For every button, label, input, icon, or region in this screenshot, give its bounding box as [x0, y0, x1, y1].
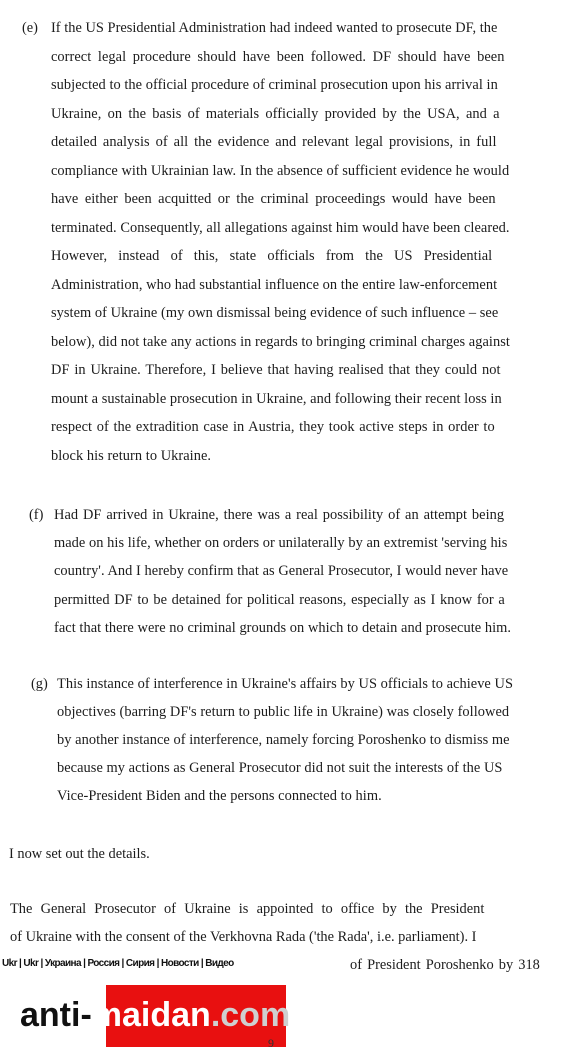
paragraph-line: objectives (barring DF's return to public life in Ukraine) was closely followed: [57, 704, 510, 720]
paragraph-line: block his return to Ukraine.: [51, 448, 212, 464]
paragraph-line: correct legal procedure should have been followed. DF should have been: [51, 49, 505, 65]
paragraph-line: mount a sustainable prosecution in Ukraine, and following their recent loss in: [51, 391, 502, 407]
paragraph-line: Ukraine, on the basis of materials officially provided by the USA, and a: [51, 106, 500, 122]
anti-maidan-watermark-logo: [20, 985, 360, 1047]
watermark-nav-strip: Ukr | Ukr | Украина | Россия | Сирия | Новости | Видео: [2, 958, 234, 969]
paragraph-line: compliance with Ukrainian law. In the absence of sufficient evidence he would: [51, 163, 510, 179]
logo-text: [20, 995, 290, 1035]
paragraph-line: The General Prosecutor of Ukraine is appointed to office by the President: [10, 901, 485, 917]
paragraph-line: because my actions as General Prosecutor did not suit the interests of the US: [57, 760, 503, 776]
paragraph-line: country'. And I hereby confirm that as General Prosecutor, I would never have: [54, 563, 509, 579]
paragraph-line: of President Poroshenko by 318: [350, 957, 540, 973]
paragraph-line: subjected to the official procedure of criminal prosecution upon his arrival in: [51, 77, 498, 93]
page-number: 9: [268, 1036, 274, 1050]
intro-sentence: I now set out the details.: [9, 846, 150, 862]
paragraph-line: made on his life, whether on orders or unilaterally by an extremist 'serving his: [54, 535, 508, 551]
logo-com: .com: [210, 996, 291, 1034]
paragraph-line: respect of the extradition case in Austria, they took active steps in order to: [51, 419, 495, 435]
paragraph-line: detailed analysis of all the evidence and relevant legal provisions, in full: [51, 134, 497, 150]
paragraph-line: Had DF arrived in Ukraine, there was a real possibility of an attempt being: [54, 507, 505, 523]
paragraph-line: of Ukraine with the consent of the Verkhovna Rada ('the Rada', i.e. parliament). I: [10, 929, 477, 945]
paragraph-tag: (e): [22, 20, 38, 36]
paragraph-line: Administration, who had substantial influence on the entire law-enforcement: [51, 277, 498, 293]
paragraph-tag: (g): [31, 676, 48, 692]
logo-anti: anti-: [20, 996, 92, 1034]
paragraph-line: permitted DF to be detained for political reasons, especially as I know for a: [54, 592, 505, 608]
paragraph-line: have either been acquitted or the criminal proceedings would have been: [51, 191, 496, 207]
paragraph-line: system of Ukraine (my own dismissal being evidence of such influence – see: [51, 305, 499, 321]
paragraph-line: This instance of interference in Ukraine's affairs by US officials to achieve US: [57, 676, 514, 692]
logo-maidan: maidan: [91, 996, 211, 1034]
paragraph-line: terminated. Consequently, all allegations against him would have been cleared.: [51, 220, 510, 236]
paragraph-line: by another instance of interference, namely forcing Poroshenko to dismiss me: [57, 732, 510, 748]
paragraph-line: fact that there were no criminal grounds on which to detain and prosecute him.: [54, 620, 512, 636]
paragraph-line: Vice-President Biden and the persons connected to him.: [57, 788, 382, 804]
paragraph-line: DF in Ukraine. Therefore, I believe that having realised that they could not: [51, 362, 501, 378]
paragraph-line: If the US Presidential Administration had indeed wanted to prosecute DF, the: [51, 20, 498, 36]
paragraph-tag: (f): [29, 507, 44, 523]
paragraph-line: However, instead of this, state officials from the US Presidential: [51, 248, 493, 264]
paragraph-line: below), did not take any actions in regards to bringing criminal charges against: [51, 334, 510, 350]
